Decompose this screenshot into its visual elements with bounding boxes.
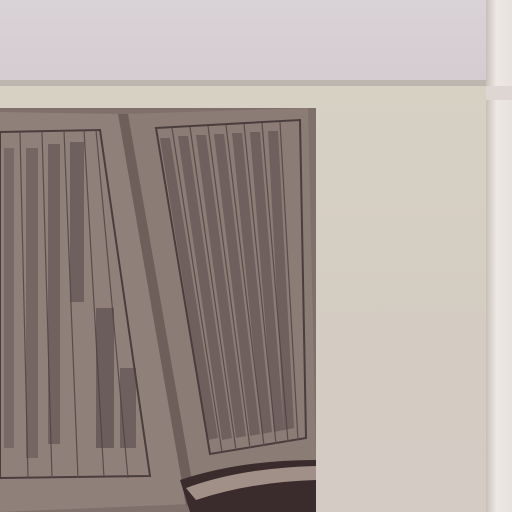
book-photograph — [0, 108, 316, 512]
display-frame-notch — [486, 86, 512, 100]
display-frame-edge — [486, 0, 512, 512]
wall-top — [0, 0, 490, 82]
book-illustration — [0, 108, 316, 512]
